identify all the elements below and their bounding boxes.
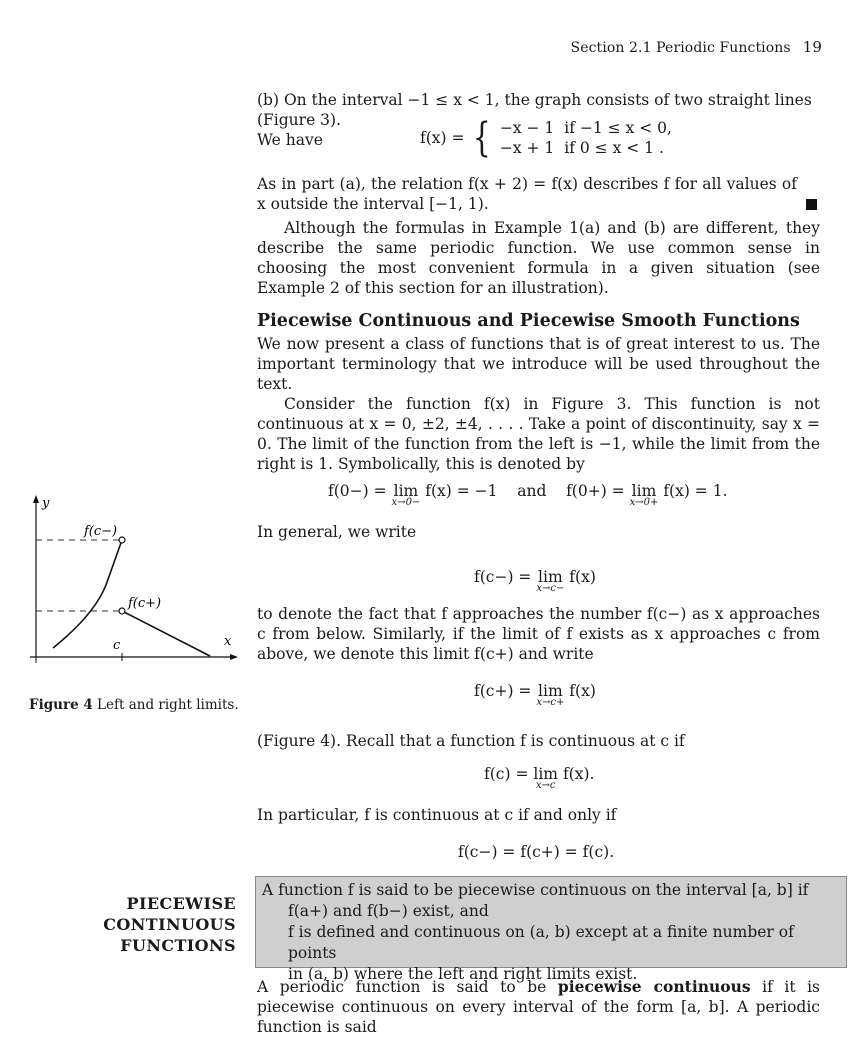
left-limit-lhs: f(c−) = — [474, 568, 532, 586]
periodic-bold-term: piecewise continuous — [557, 977, 751, 996]
in-general — [257, 522, 820, 542]
particular-paragraph — [257, 805, 820, 825]
section-title-header: Section 2.1 Periodic Functions — [570, 40, 791, 56]
lim-operator-right — [536, 684, 564, 708]
right-limit-equation — [474, 682, 596, 708]
x-axis-arrow-icon — [230, 654, 238, 660]
left-open-dot — [119, 537, 125, 543]
page-number: 19 — [802, 38, 822, 56]
definition-box — [255, 876, 847, 983]
c-label: c — [113, 638, 121, 653]
lim-operator-cont — [533, 767, 558, 791]
running-head — [571, 38, 822, 56]
lim-sub-cont: x→c — [535, 780, 556, 791]
lim-operator-1 — [392, 484, 421, 508]
present-paragraph — [257, 334, 820, 474]
lim-word: lim — [538, 682, 563, 700]
piecewise-lhs: f(x) = — [420, 129, 465, 147]
recall-text: (Figure 4). Recall that a function f is continuous at c if — [257, 732, 685, 750]
figure-4-graph — [26, 495, 246, 675]
y-axis-label: y — [42, 496, 50, 511]
right-open-dot — [119, 608, 125, 614]
right-limit-lhs: f(c+) = — [474, 682, 532, 700]
lim-sub-2: x→0+ — [629, 497, 659, 508]
continuity-equation — [484, 765, 594, 791]
particular-text: In particular, f is continuous at c if and only if — [257, 806, 617, 824]
periodic-text — [257, 977, 820, 1037]
margin-label-line3: FUNCTIONS — [120, 936, 236, 955]
y-axis-arrow-icon — [33, 495, 39, 503]
left-branch-curve — [53, 540, 122, 648]
relation-paragraph — [257, 174, 797, 214]
left-limit-rhs: f(x) — [569, 568, 596, 586]
denote-text: to denote the fact that f approaches the number f(c−) as x approaches c from below. Similarly, if the limit of f exists as x approaches c from above, we denote this limit f(c+) and write — [257, 605, 820, 663]
right-branch-line — [124, 612, 210, 656]
periodic-text-1: A periodic function is said to be — [257, 978, 558, 996]
denote-paragraph — [257, 604, 820, 664]
iff-text: f(c−) = f(c+) = f(c). — [458, 843, 615, 861]
lim-word: lim — [538, 568, 563, 586]
definition-line3: f is defined and continuous on (a, b) except at a finite number of points — [288, 923, 794, 962]
although-text: Although the formulas in Example 1(a) and (b) are different, they describe the same periodic function. We use common sense in choosing the most convenient formula in a given situation (see Example 2 of this section for an illustration). — [257, 219, 820, 297]
x-axis-label: x — [224, 634, 232, 649]
lim-word: lim — [533, 765, 558, 783]
left-limit-label: f(c−) — [84, 524, 118, 539]
piecewise-cases — [500, 118, 682, 158]
left-brace: { — [473, 115, 492, 161]
continuity-lhs: f(c) = — [484, 765, 529, 783]
limits-right: f(x) = 1. — [663, 482, 728, 500]
part-b-line1: (b) On the interval −1 ≤ x < 1, the graph consists of two straight lines (Figure 3). — [257, 91, 812, 129]
margin-label-line2: CONTINUOUS — [103, 915, 236, 934]
periodic-paragraph — [257, 977, 820, 1037]
margin-label-line1: PIECEWISE — [126, 894, 236, 913]
definition-line2: f(a+) and f(b−) exist, and — [288, 902, 489, 920]
periodic-text-2: if it is piecewise continuous on every interval of the form [a, b]. A periodic function is said — [257, 978, 821, 1036]
although-paragraph — [257, 218, 820, 298]
recall-paragraph — [257, 731, 820, 751]
definition-line4: in (a, b) where the left and right limits exist. — [288, 965, 638, 983]
present-text: We now present a class of functions that is of great interest to us. The important terminology that we introduce will be used throughout the text. — [257, 335, 820, 393]
limits-left: f(0−) = — [328, 482, 387, 500]
case2-cond: if 0 ≤ x < 1 . — [564, 139, 664, 157]
part-b-line2: We have — [257, 131, 323, 149]
figure-caption-label: Figure 4 — [29, 697, 93, 713]
in-general-text: In general, we write — [257, 523, 417, 541]
lim-sub-1: x→0− — [391, 497, 421, 508]
iff-equation — [458, 843, 614, 861]
lim-word: lim — [393, 482, 419, 500]
section-heading: Piecewise Continuous and Piecewise Smooth Functions — [257, 311, 800, 331]
case1-cond: if −1 ≤ x < 0, — [564, 119, 672, 137]
definition-line1: A function f is said to be piecewise continuous on the interval [a, b] if — [262, 881, 809, 899]
figure-caption-text: Left and right limits. — [92, 697, 239, 713]
case1-expr: −x − 1 — [499, 119, 555, 137]
lim-operator-left — [536, 570, 564, 594]
right-limit-label: f(c+) — [128, 596, 162, 611]
end-of-proof-square — [806, 199, 817, 210]
figure-caption — [29, 697, 245, 714]
limits-equation — [328, 482, 728, 508]
continuity-rhs: f(x). — [562, 765, 595, 783]
lim-sub-left: x→c− — [536, 583, 565, 594]
lim-word: lim — [631, 482, 657, 500]
piecewise-equation — [420, 115, 682, 161]
relation-text: As in part (a), the relation f(x + 2) = f(x) describes f for all values of x outside the interval [−1, 1). — [257, 175, 797, 213]
case2-expr: −x + 1 — [499, 139, 555, 157]
lim-sub-right: x→c+ — [536, 697, 565, 708]
definition-margin-label — [60, 893, 236, 956]
right-limit-rhs: f(x) — [569, 682, 596, 700]
left-limit-equation — [474, 568, 596, 594]
limits-mid: f(x) = −1 and f(0+) = — [425, 482, 625, 500]
lim-operator-2 — [630, 484, 659, 508]
consider-text: Consider the function f(x) in Figure 3. This function is not continuous at x = 0, ±2, ±4, . . . . Take a point of discontinuity, say x = 0. The limit of the function from the left is −1, while the limit from the right is 1. Symbolically, this is denoted by — [257, 395, 820, 473]
